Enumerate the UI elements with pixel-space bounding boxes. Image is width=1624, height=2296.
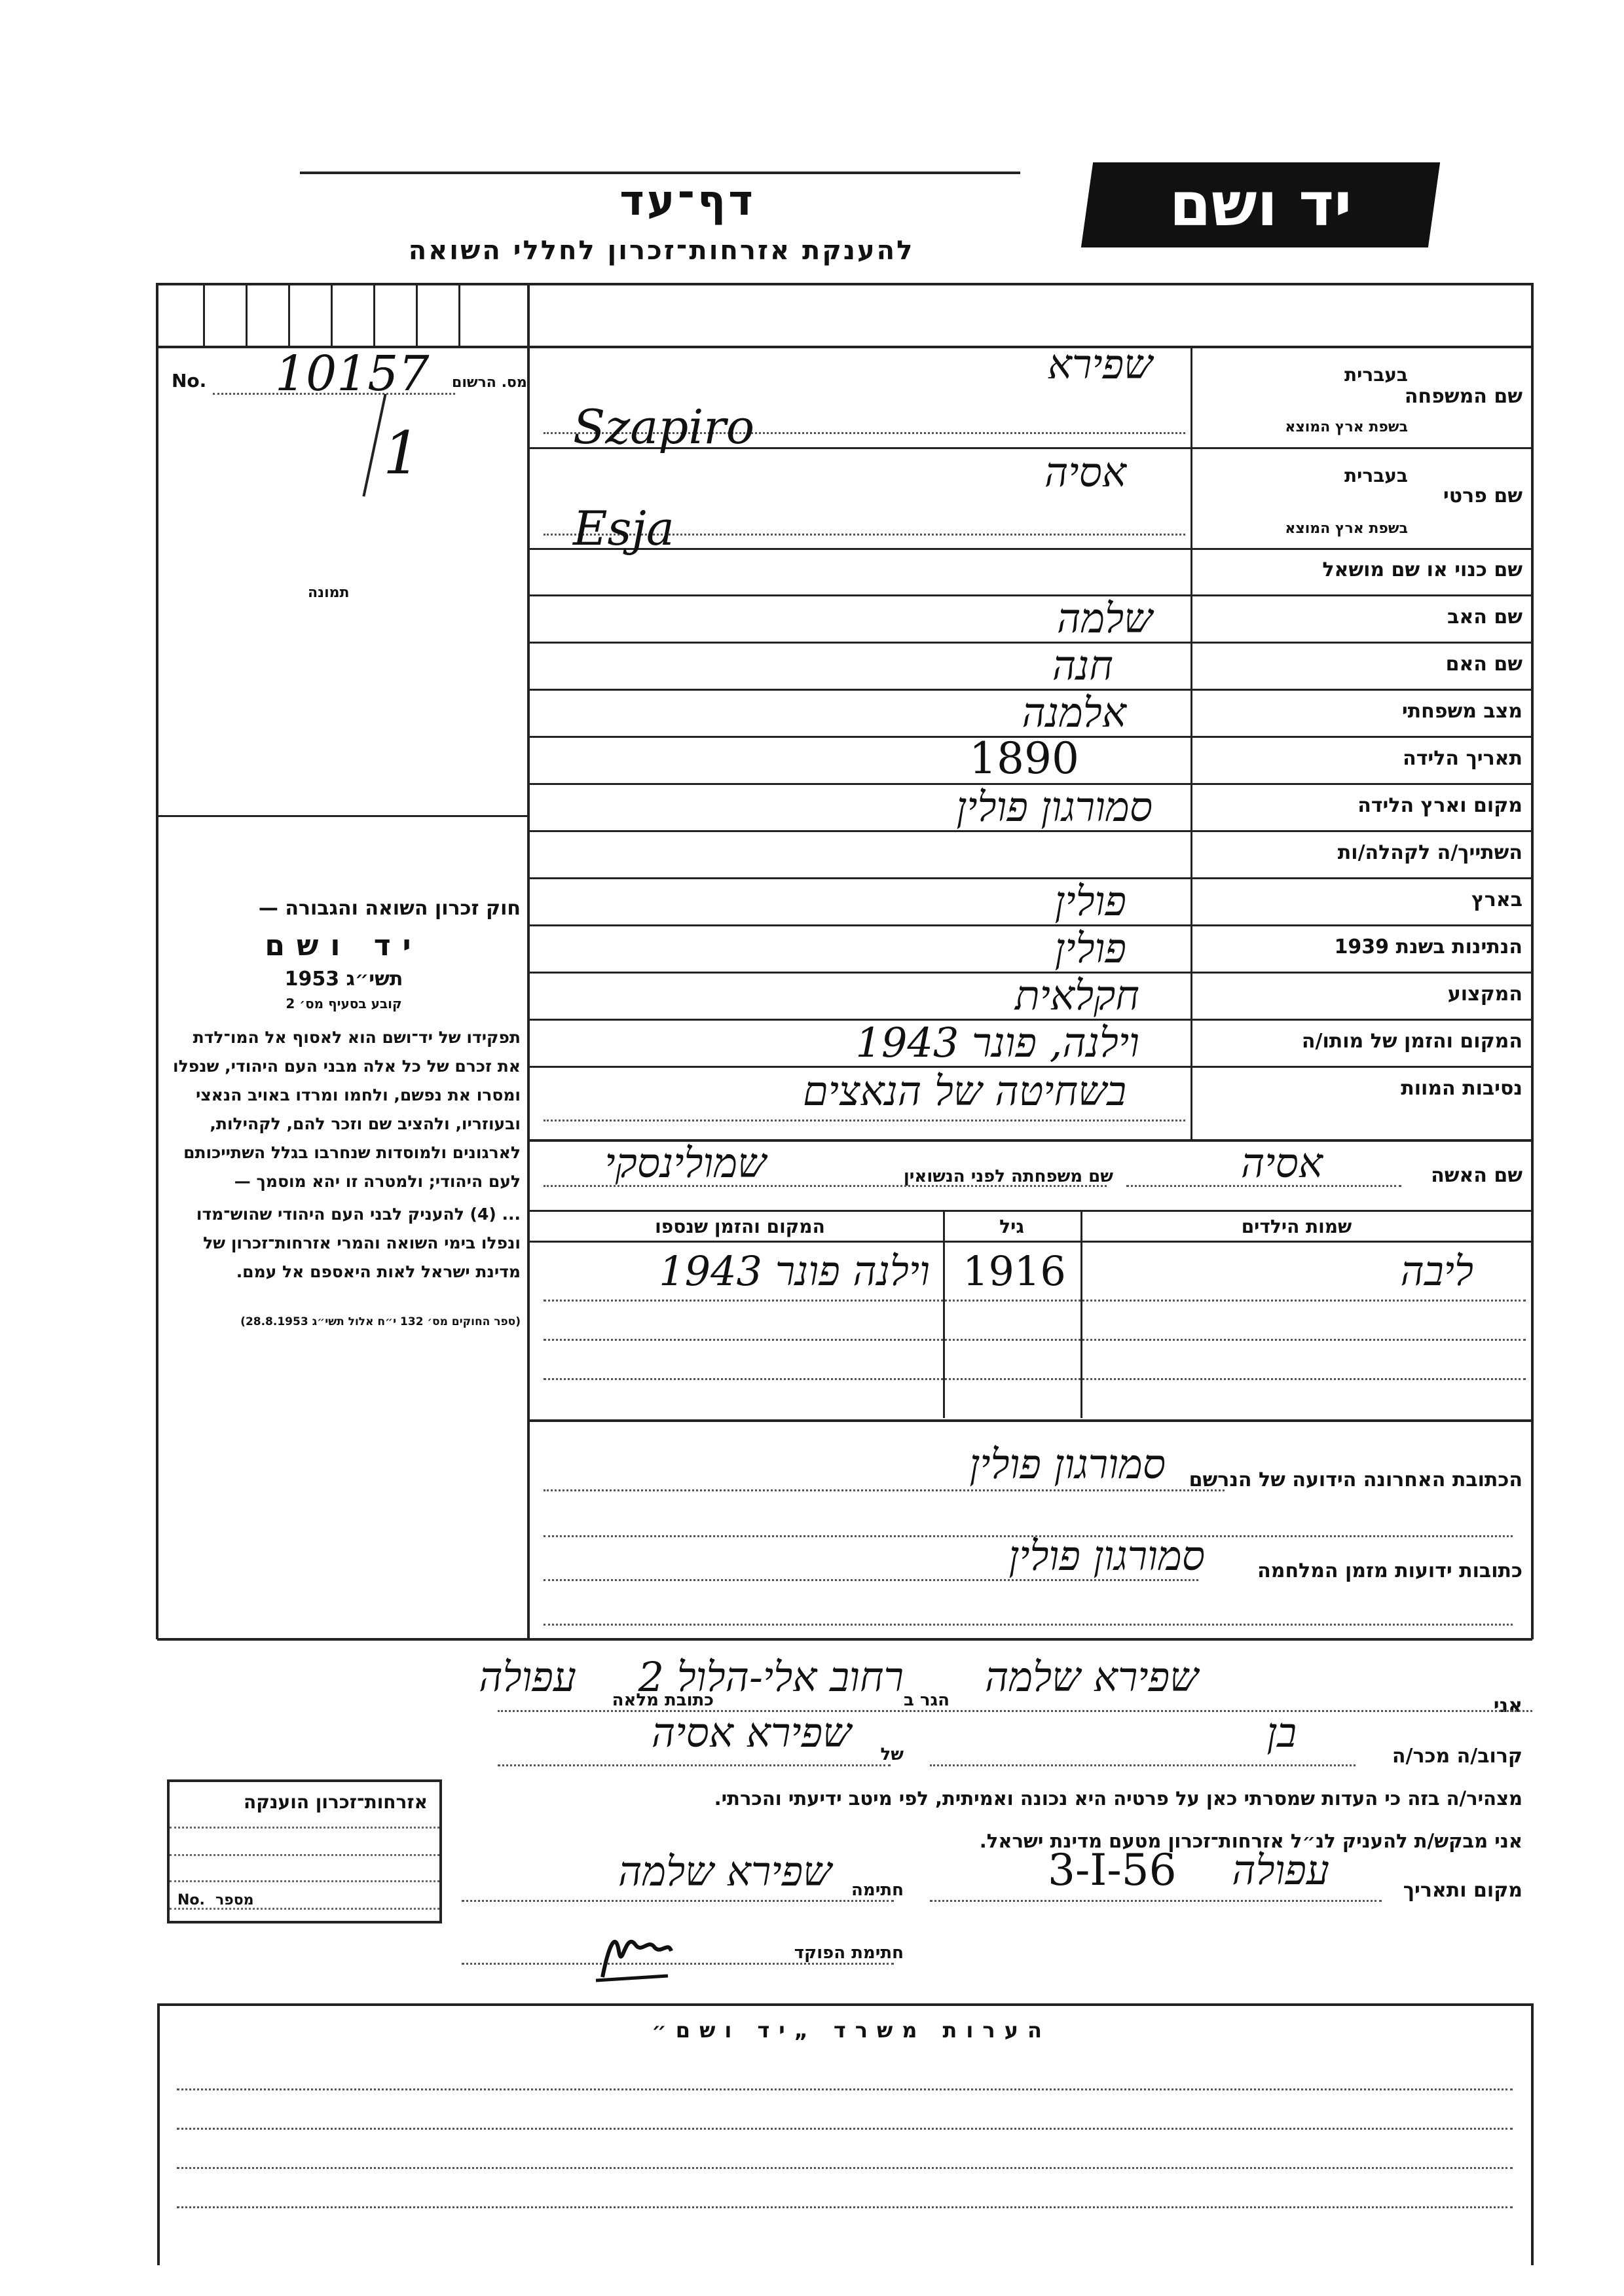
- children-place-header: המקום והזמן שנספו: [655, 1216, 825, 1237]
- mother-name-value: חנה: [1052, 642, 1113, 689]
- children-age-header: גיל: [999, 1216, 1024, 1237]
- registration-sheet: 1: [383, 419, 421, 488]
- last-address-value: סמורגון פולין: [969, 1440, 1166, 1488]
- first-name-origin-value: Esja: [573, 501, 674, 556]
- notes-title: הערות משרד „יד ושם״: [652, 2018, 1051, 2043]
- country-value: פולין: [1054, 877, 1126, 925]
- children-names-header: שמות הילדים: [1241, 1216, 1352, 1237]
- death-place-value: וילנה, פונר 1943: [855, 1019, 1139, 1066]
- granted-box-no-label: No.: [177, 1892, 205, 1908]
- child-place-value: וילנה פונר 1943: [659, 1247, 930, 1295]
- family-name-hebrew-label: בעברית: [1344, 364, 1408, 386]
- father-name-value: שלמה: [1057, 594, 1153, 642]
- registration-number: 10157: [275, 346, 430, 402]
- profession-label: המקצוע: [1447, 983, 1522, 1006]
- signature-label: חתימה: [851, 1880, 904, 1900]
- of-label: של: [880, 1745, 904, 1764]
- birth-date-value: 1890: [969, 733, 1079, 784]
- war-address-value: סמורגון פולין: [1008, 1532, 1205, 1580]
- first-name-label: שם פרטי: [1443, 484, 1522, 507]
- birth-place-value: סמורגון פולין: [956, 783, 1153, 831]
- mother-name-label: שם האם: [1445, 653, 1522, 676]
- first-name-hebrew-value: אסיה: [1044, 448, 1126, 496]
- family-name-label: שם המשפחה: [1404, 385, 1522, 408]
- granted-citizenship-box: [167, 1779, 442, 1923]
- granted-box-title: אזרחות־זכרון הוענקה: [244, 1791, 428, 1813]
- page-subtitle: להענקת אזרחות־זכרון לחללי השואה: [408, 236, 915, 266]
- nickname-label: שם כנוי או שם מושאל: [1322, 558, 1522, 581]
- nationality-label: הנתינות בשנת 1939: [1334, 936, 1522, 958]
- logo-text: יד ושם: [1169, 170, 1352, 240]
- nationality-value: פולין: [1054, 924, 1126, 972]
- law-year: תשי״ג 1953: [284, 968, 403, 991]
- wife-name-label: שם האשה: [1431, 1164, 1522, 1187]
- birth-place-label: מקום וארץ הלידה: [1357, 794, 1522, 817]
- registration-no-label-he: מס. הרשום: [452, 374, 527, 391]
- law-text: תפקידו של יד־ושם הוא לאסוף אל המו־לדת את זכרם של כל אלה מבני העם היהודי, שנפלו ומסרו את נפשם, ולחמו ומרדו באויב הנאצי ובעוזריו, ולהציב שם וזכר להם, לקהילות, לארגונים ולמוסדות שנחרבו בגלל השתייכותם לעם היהודי; ולמטרה זו יהא מוסמך —: [173, 1028, 521, 1191]
- date-value: 3-I-56: [1048, 1845, 1177, 1895]
- declaration-statement: מצהיר/ה בזה כי העדות שמסרתי כאן על פרטיה היא נכונה ואמיתית, לפי מיטב ידיעתי והכרתי.: [714, 1787, 1522, 1810]
- maiden-name-value: שמולינסקי: [604, 1139, 766, 1187]
- resides-label: הגר ב: [903, 1690, 950, 1710]
- officer-signature-mark: [589, 1918, 681, 1990]
- of-value: שפירא אסיה: [651, 1709, 851, 1757]
- maiden-name-label: שם משפחתה לפני הנשואין: [903, 1167, 1113, 1186]
- first-name-origin-label: בשפת ארץ המוצא: [1285, 520, 1408, 537]
- law-name: יד ושם: [265, 929, 423, 962]
- relative-label: קרוב/ה מכר/ה: [1392, 1745, 1522, 1768]
- law-title: חוק זכרון השואה והגבורה —: [258, 897, 521, 920]
- declarant-label: אני: [1493, 1694, 1522, 1717]
- declarant-signature: שפירא שלמה: [618, 1848, 832, 1895]
- city-value: עפולה: [479, 1653, 576, 1701]
- birth-date-label: תאריך הלידה: [1403, 747, 1522, 770]
- child-age-value: 1916: [963, 1247, 1066, 1295]
- law-ref: (ספר החוקים מס׳ 132 י״ח אלול תשי״ג 28.8.1953): [240, 1315, 521, 1328]
- place-date-label: מקום ותאריך: [1403, 1879, 1522, 1902]
- family-name-origin-label: בשפת ארץ המוצא: [1285, 419, 1408, 435]
- declaration-request: אני מבקש/ת להעניק לנ״ל אזרחות־זכרון מטעם מדינת ישראל.: [979, 1830, 1522, 1852]
- last-address-label: הכתובת האחרונה הידועה של הנרשם: [1189, 1468, 1522, 1491]
- death-circumstances-value: בשחיטה של הנאצים: [803, 1067, 1126, 1115]
- war-address-label: כתובות ידועות מזמן המלחמה: [1257, 1559, 1522, 1582]
- declarant-value: שפירא שלמה: [985, 1653, 1198, 1701]
- officer-signature-label: חתימת הפוקד: [794, 1943, 904, 1963]
- photo-label: תמונה: [308, 585, 350, 601]
- death-place-label: המקום והזמן של מותו/ה: [1301, 1030, 1522, 1053]
- country-label: בארץ: [1471, 888, 1522, 911]
- granted-box-no-label-he: מספר: [215, 1892, 254, 1908]
- law-text-2: ... (4) להעניק לבני העם היהודי שהוש־מדו ונפלו בימי השואה והמרי אזרחות־זכרון של מדינת ישראל לאות היאספם אל עמם.: [196, 1205, 521, 1281]
- marital-status-value: אלמנה: [1022, 689, 1126, 737]
- full-address-label: כתובת מלאה: [612, 1690, 714, 1710]
- death-circumstances-label: נסיבות המוות: [1401, 1077, 1522, 1100]
- resides-value: רחוב אלי-הלול 2: [638, 1653, 904, 1701]
- family-name-hebrew-value: שפירא: [1047, 340, 1153, 388]
- registration-no-label: No.: [172, 370, 207, 392]
- relative-value: בן: [1266, 1709, 1297, 1757]
- community-label: השתייך/ה לקהלה/ות: [1337, 841, 1522, 864]
- law-clause: קובע בסעיף מס׳ 2: [286, 996, 402, 1011]
- yad-vashem-logo: [1081, 162, 1440, 247]
- page-title: דף־עד: [619, 177, 756, 225]
- first-name-hebrew-label: בעברית: [1344, 465, 1408, 486]
- family-name-origin-value: Szapiro: [573, 399, 755, 454]
- child-name-value: ליבה: [1400, 1247, 1473, 1295]
- father-name-label: שם האב: [1447, 606, 1522, 629]
- place-value: עפולה: [1232, 1846, 1329, 1894]
- law-text-block: [167, 897, 521, 1328]
- profession-value: חקלאית: [1014, 972, 1139, 1019]
- marital-status-label: מצב משפחתי: [1401, 700, 1522, 723]
- wife-name-value: אסיה: [1240, 1139, 1323, 1187]
